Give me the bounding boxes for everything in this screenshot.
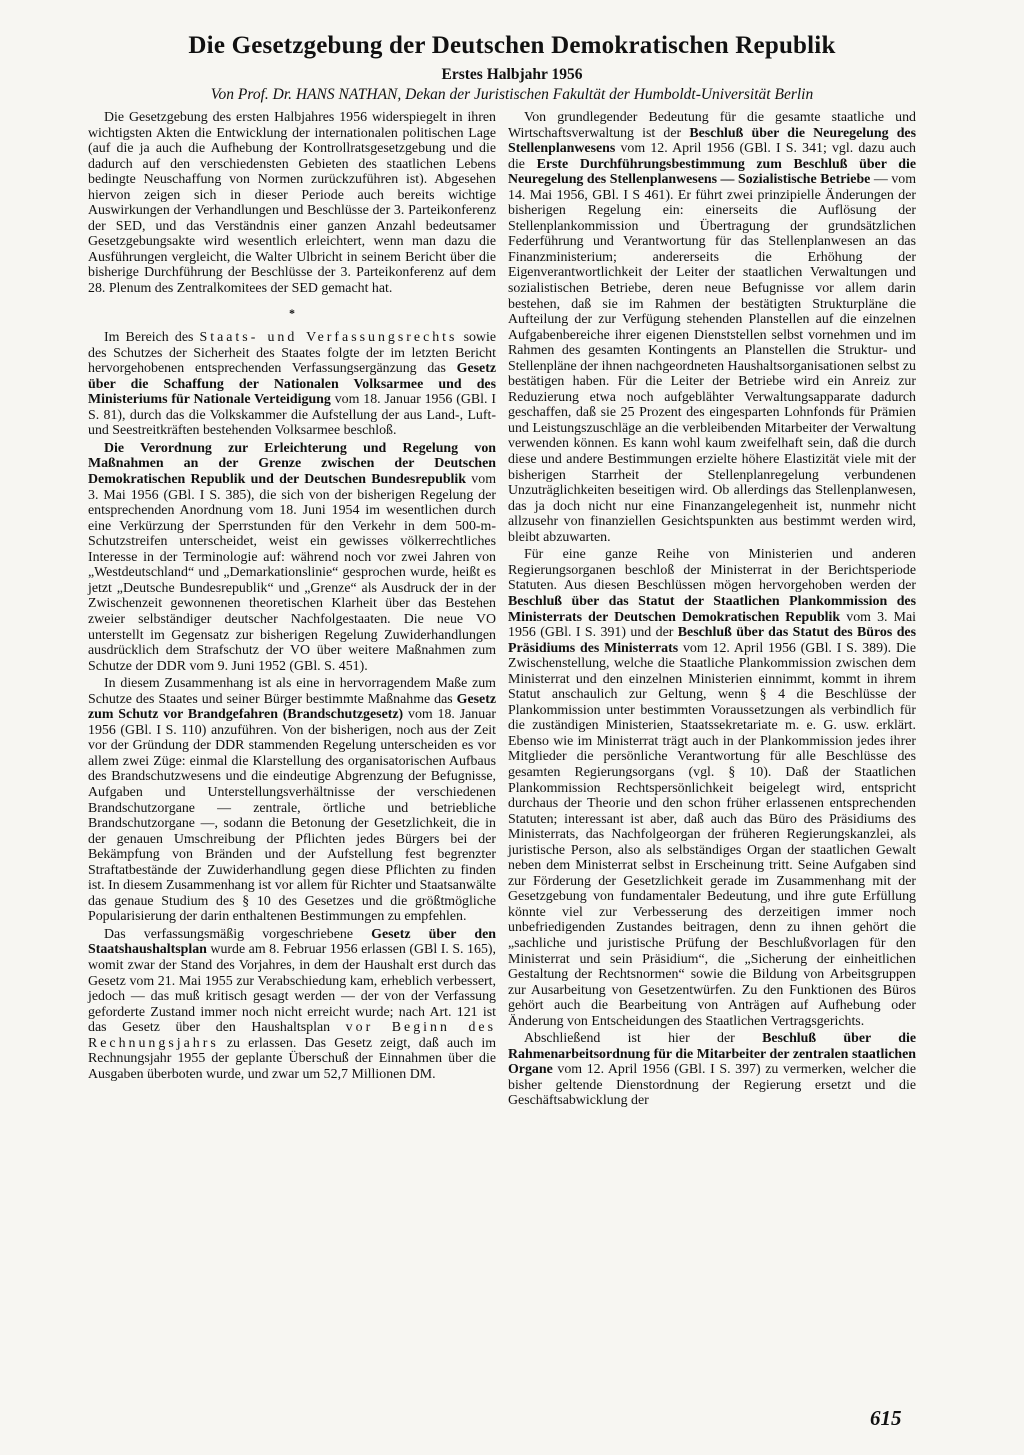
right-column: [508, 110, 916, 1109]
paragraph: Abschließend ist hier der Beschluß über die Rahmenarbeitsordnung für die Mitarbeiter der zentralen staatlichen Organe vom 12. April 1956 (GBl. I S. 397) zu vermerken, welcher die bisher geltende Dienstordnung der Regierung ersetzt und die Geschäftsabwicklung der: [508, 1031, 916, 1109]
paragraph: In diesem Zusammenhang ist als eine in hervorragendem Maße zum Schutze des Staates und seiner Bürger bestimmte Maßnahme das Gesetz zum Schutz vor Brandgefahren (Brandschutzgesetz) vom 18. Januar 1956 (GBl. I S. 110) anzuführen. Von der bisherigen, noch aus der Zeit vor der Gründung der DDR stammenden Regelung unterscheiden es vor allem zwei Züge: einmal die Klarstellung des organisatorischen Aufbaus des Brandschutzwesens und die eindeutige Abgrenzung der Befugnisse, Aufgaben und Unterstellungsverhältnisse der verschiedenen Brandschutzorgane — zentrale, örtliche und betriebliche Brandschutzorgane —, sodann die Betonung der Gesetzlichkeit, die in der genauen Umschreibung der Pflichten jedes Bürgers bei der Bekämpfung von Bränden und der Aufstellung fest begrenzter Straftatbestände der Zuwiderhandlung gegen diese Pflichten zu finden ist. In diesem Zusammenhang ist vor allem für Richter und Staatsanwälte das genaue Studium des § 10 des Gesetzes und die größtmögliche Popularisierung der darin enthaltenen Bestimmungen zu empfehlen.: [88, 676, 496, 925]
paragraph: Die Gesetzgebung des ersten Halbjahres 1956 widerspiegelt in ihren wichtigsten Akten die Entwicklung der internationalen politischen Lage (auf die ja auch die Aufhebung der Kontrollratsgesetzgebung und die dadurch auf den verschiedensten Gebieten des staatlichen Lebens bedingte Neuschaffung von Normen zurückzuführen ist). Abgesehen hiervon zeigen sich in dieser Periode auch bereits wichtige Auswirkungen der Verhandlungen und Beschlüsse der 3. Parteikonferenz der SED, und das Verständnis einer ganzen Anzahl bedeutsamer Gesetzgebungsakte wird wesentlich erleichtert, wenn man dazu die Ausführungen vergleicht, die Walter Ulbricht in seinem Bericht über die bisherige Durchführung der Beschlüsse der 3. Parteikonferenz auf dem 28. Plenum des Zentralkomitees der SED gemacht hat.: [88, 110, 496, 297]
paragraph: Von grundlegender Bedeutung für die gesamte staatliche und Wirtschaftsverwaltung ist der Beschluß über die Neuregelung des Stellenplanwesens vom 12. April 1956 (GBl. I S. 341; vgl. dazu auch die Erste Durchführungsbestimmung zum Beschluß über die Neuregelung des Stellenplanwesens — Sozialistische Betriebe — vom 14. Mai 1956, GBl. I S 461). Er führt zwei prinzipielle Änderungen der bisherigen Regelung ein: einerseits die Auflösung der Stellenplankommission und Übertragung der grundsätzlichen Federführung und Verantwortung für das Stellenplanwesen an das Finanzministerium; andererseits die Erhöhung der Eigenverantwortlichkeit der Leiter der staatlichen Verwaltungen und sozialistischen Betriebe, deren neue Befugnisse vor allem darin bestehen, daß sie im Rahmen der bestätigten Strukturpläne die Aufteilung der zur Verfügung stehenden Planstellen auf die einzelnen Aufgabenbereiche ihrer eigenen Dienststellen selbst vornehmen und im Rahmen des gesamten Kontingents an Planstellen die Struktur- und Stellenpläne der ihnen nachgeordneten Haushaltsorganisationen selbst zu bestätigen haben. Für die Leiter der Betriebe wird ein Anreiz zur Reduzierung etwa noch aufgeblähter Verwaltungsapparate dadurch geschaffen, daß sie 25 Prozent des eingesparten Lohnfonds für Prämien und Leistungszuschläge an die verbleibenden Mitarbeiter der Verwaltung verwenden können. Es kann wohl kaum zweifelhaft sein, daß die durch diese und andere Bestimmungen erzielte höhere Elastizität viele mit der bisherigen Starrheit der Stellenplanregelung verbundenen Unzuträglichkeiten beseitigen wird. Ob allerdings das Stellenplanwesen, das ja doch nicht nur eine Finanzangelegenheit ist, nunmehr nicht allzusehr von finanziellen Gesichtspunkten aus bestimmt werden wird, bleibt abzuwarten.: [508, 110, 917, 545]
section-separator: *: [289, 305, 295, 320]
paragraph: Für eine ganze Reihe von Ministerien und anderen Regierungsorganen beschloß der Ministerrat in der Berichtsperiode Statuten. Aus diesen Beschlüssen mögen hervorgehoben werden der Beschluß über das Statut der Staatlichen Plankommission des Ministerrats der Deutschen Demokratischen Republik vom 3. Mai 1956 (GBl. I S. 391) und der Beschluß über das Statut des Büros des Präsidiums des Ministerrats vom 12. April 1956 (GBl. I S. 389). Die Zwischenstellung, welche die Staatliche Plankommission zwischen dem Ministerrat und den einzelnen Ministerien einnimmt, kommt in ihrem Statut anschaulich zur Geltung, wenn § 4 die Beschlüsse der Plankommission unter bestimmten Voraussetzungen als verbindlich für die zuständigen Ministerien, Staatssekretariate m. e. G. usw. erklärt. Ebenso wie im Ministerrat trägt auch in der Plankommission jedes ihrer Mitglieder die persönliche Verantwortung für alle Beschlüsse des gesamten Regierungsorgans (vgl. § 10). Daß der Staatlichen Plankommission Rechtspersönlichkeit beigelegt wird, entspricht durchaus der Theorie und den schon früher erlassenen entsprechenden Statuten; interessant ist aber, daß auch das Büro des Präsidiums des Ministerrats, das Nachfolgeorgan der früheren Regierungskanzlei, als juristische Person, also als selbständiges Organ der staatlichen Gewalt neben dem Ministerrat selbst in Erscheinung tritt. Seine Aufgaben sind zur Förderung der Gesetzlichkeit gerade im Zusammenhang mit der Gesetzgebung von fundamentaler Bedeutung, und ihre gute Erfüllung könnte viel zur Verbesserung des derzeitigen immer noch unbefriedigenden Zustandes beitragen, denn zu ihnen gehört die „sachliche und juristische Prüfung der Beschlußvorlagen für den Ministerrat und sein Präsidium“, die „Sicherung der einheitlichen Gestaltung der Rechtsnormen“ sowie die Bildung von Arbeitsgruppen zur Ausarbeitung von Gesetzentwürfen. Zu den Funktionen des Büros gehört auch die Bearbeitung von Anträgen auf Aufhebung oder Änderung von Entscheidungen des Staatlichen Vertragsgerichts.: [508, 547, 917, 1029]
left-column: [88, 110, 496, 1082]
author-byline: Von Prof. Dr. HANS NATHAN, Dekan der Juristischen Fakultät der Humboldt-Universität Berlin: [210, 86, 814, 103]
paragraph: Das verfassungsmäßig vorgeschriebene Gesetz über den Staatshaushaltsplan wurde am 8. Februar 1956 erlassen (GBl I. S. 165), womit zwar der Stand des Vorjahres, in dem der Haushalt erst durch das Gesetz vom 21. Mai 1955 zur Verabschiedung kam, erheblich verbessert, jedoch — das muß kritisch gesagt werden — der von der Verfassung geforderte Zustand immer noch nicht erreicht wurde; nach Art. 121 ist das Gesetz über den Haushaltsplan vor Beginn des Rechnungsjahrs zu erlassen. Das Gesetz zeigt, daß auch im Rechnungsjahr 1955 der geplante Überschuß der Einnahmen über die Ausgaben überboten wurde, und zwar um 52,7 Millionen DM.: [88, 926, 496, 1082]
paragraph: Im Bereich des Staats- und Verfassungsrechts sowie des Schutzes der Sicherheit des Staates folgte der im letzten Bericht hervorgehobenen entsprechenden Verfassungsergänzung das Gesetz über die Schaffung der Nationalen Volksarmee und des Ministeriums für Nationale Verteidigung vom 18. Januar 1956 (GBl. I S. 81), durch das die Volkskammer die Aufstellung der aus Land-, Luft- und Seestreitkräften bestehenden Volksarmee beschloß.: [88, 330, 496, 439]
article-subtitle: Erstes Halbjahr 1956: [441, 66, 583, 83]
article-title: Die Gesetzgebung der Deutschen Demokratischen Republik: [188, 32, 836, 59]
page-number: 615: [870, 1406, 902, 1430]
paragraph: Die Verordnung zur Erleichterung und Regelung von Maßnahmen an der Grenze zwischen der Deutschen Demokratischen Republik und der Deutschen Bundesrepublik vom 3. Mai 1956 (GBl. I S. 385), die sich von der bisherigen Regelung der entsprechenden Anordnung vom 18. Juni 1954 im wesentlichen durch eine Verkürzung der Sperrstunden für den Verkehr in dem 500-m-Schutzstreifen unterscheidet, weist ein gewisses völkerrechtliches Interesse in der Terminologie auf: während noch vor zwei Jahren von „Westdeutschland“ und „Demarkationslinie“ gesprochen wurde, heißt es jetzt „Deutsche Bundesrepublik“ und „Grenze“ als Ausdruck der in der Zwischenzeit gewonnenen theoretischen Klarheit über das Bestehen zweier selbständiger deutscher Nachfolgestaaten. Die neue VO unterstellt im Gegensatz zur bisherigen Regelung Zuwiderhandlungen ausdrücklich dem Strafschutz der VO über weitere Maßnahmen zum Schutze der DDR vom 9. Juni 1952 (GBl. S. 451).: [88, 440, 497, 674]
